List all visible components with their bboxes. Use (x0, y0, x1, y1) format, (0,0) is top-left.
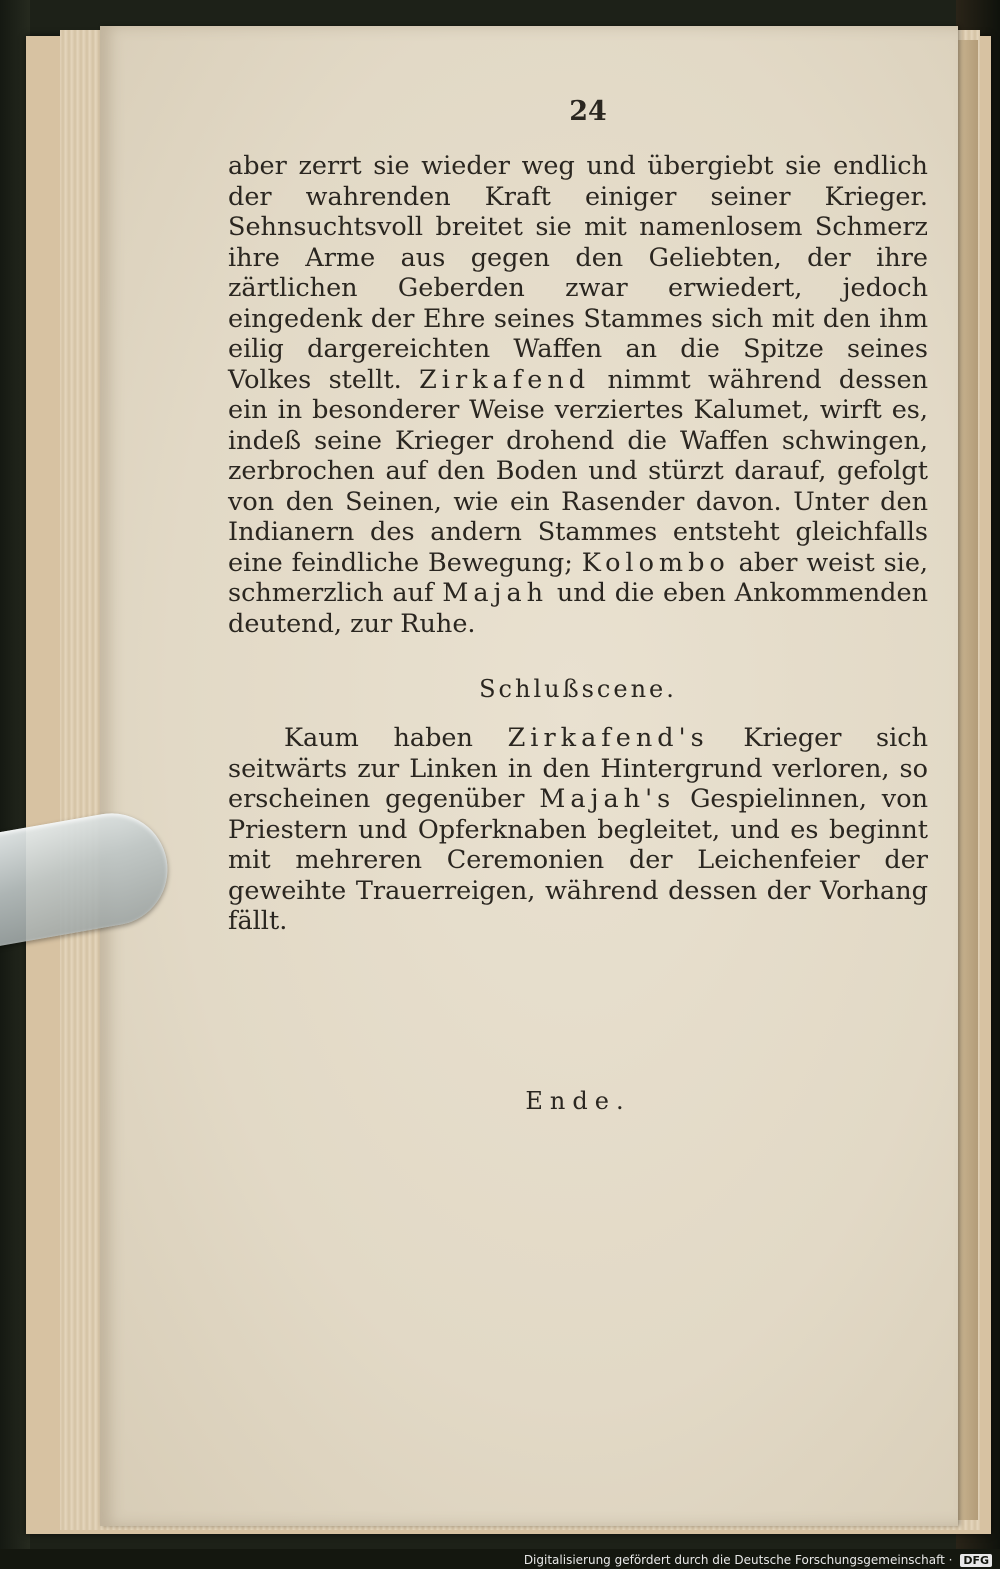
paragraph-1-part-a: aber zerrt sie wieder weg und übergiebt sie endlich der wahrenden Kraft einiger seiner Krieger. Sehnsuchtsvoll breitet sie mit namenlosem Schmerz ihre Arme aus gegen den Geliebten, der ihre zärtlichen Geberden zwar erwiedert, jedoch eingedenk der Ehre seines Stammes sich mit den ihm eilig dargereichten Waffen an die Spitze seines Volkes stellt. (228, 151, 928, 395)
paragraph-2-part-b: Krieger sich seitwärts zur Linken in den Hintergrund verloren, so erscheinen gegenüber (228, 723, 928, 814)
end-mark: Ende. (525, 1086, 631, 1115)
page-content (228, 96, 928, 1115)
paragraph-1 (228, 151, 928, 639)
name-majah: Majah (442, 578, 549, 608)
footer-bar (0, 1549, 1000, 1569)
footer-credit: Digitalisierung gefördert durch die Deutsche Forschungsgemeinschaft (523, 1553, 945, 1567)
name-zirkafend: Zirkafend (419, 364, 591, 395)
cover-edge (958, 40, 978, 1520)
section-title: Schlußscene. (479, 675, 677, 703)
name-kolombo: Kolombo (581, 547, 730, 578)
name-zirkafend-possessive: Zirkafend's (507, 723, 709, 753)
footer-credit-line (524, 1553, 992, 1567)
paragraph-2-part-c: Gespielinnen, von Priestern und Opferknaben begleitet, und es beginnt mit mehreren Ceremonien der Leichenfeier der geweihte Trauerreigen, während dessen der Vorhang fällt. (228, 784, 928, 936)
page-number: 24 (569, 96, 607, 127)
paragraph-1-part-c: aber weist sie, schmerzlich auf (228, 547, 929, 608)
paragraph-1-part-d: und die eben Ankommenden deutend, zur Ruhe. (228, 578, 929, 639)
paragraph-1-part-b: nimmt während dessen ein in besonderer Weise verziertes Kalumet, wirft es, indeß seine Krieger drohend die Waffen schwingen, zerbrochen auf den Boden und stürzt darauf, gefolgt von den Seinen, wie ein Rasender davon. Unter den Indianern des andern Stammes entsteht gleichfalls eine feindliche Bewegung; (228, 364, 929, 578)
paragraph-2 (228, 723, 928, 937)
name-majah-possessive: Majah's (539, 784, 676, 814)
footer-separator: · (948, 1553, 953, 1567)
dfg-logo: DFG (960, 1554, 992, 1567)
paragraph-2-part-a: Kaum haben (284, 723, 473, 753)
